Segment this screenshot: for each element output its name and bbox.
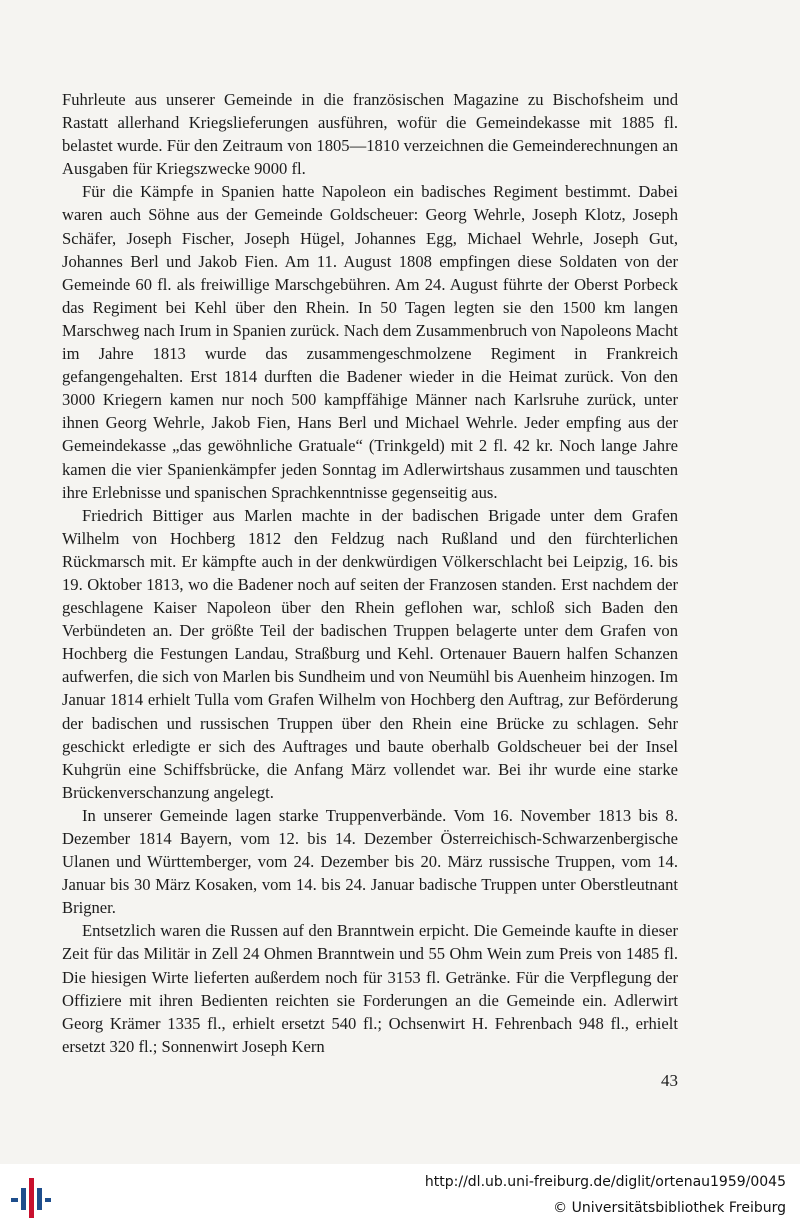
copyright-text: © Universitätsbibliothek Freiburg xyxy=(553,1200,786,1216)
paragraph-3: Friedrich Bittiger aus Marlen machte in der badischen Brigade unter dem Grafen Wilhelm von Hochberg 1812 den Feldzug nach Rußland und den fürchterlichen Rückmarsch mit. Er kämpfte auch in der denkwürdigen Völkerschlacht bei Leipzig, 16. bis 19. Oktober 1813, wo die Badener noch auf seiten der Franzosen standen. Erst nachdem der geschlagene Kaiser Napoleon über den Rhein geflohen war, schloß sich Baden den Verbündeten an. Der größte Teil der badischen Truppen belagerte unter dem Grafen von Hochberg die Festungen Landau, Straßburg und Kehl. Ortenauer Bauern halfen Schanzen aufwerfen, die sich von Marlen bis Sundheim und von Neumühl bis Auenheim hinzogen. Im Januar 1814 erhielt Tulla vom Grafen Wilhelm von Hochberg den Auftrag, zur Beförderung der badischen und russischen Truppen über den Rhein eine Brücke zu schlagen. Sehr geschickt erledigte er sich des Auftrages und baute oberhalb Goldscheuer bei der Insel Kuhgrün eine Schiffsbrücke, die Anfang März vollendet war. Bei ihr wurde eine starke Brückenverschanzung angelegt. xyxy=(62,505,678,802)
paragraph-1: Fuhrleute aus unserer Gemeinde in die französischen Magazine zu Bischofsheim und Rastatt allerhand Kriegslieferungen ausführen, wofür die Gemeindekasse mit 1885 fl. belastet wurde. Für den Zeitraum von 1805—1810 verzeichnen die Gemeinderechnungen an Ausgaben für Kriegszwecke 9000 fl. xyxy=(62,90,678,179)
paragraph-4: In unserer Gemeinde lagen starke Truppenverbände. Vom 16. November 1813 bis 8. Dezember 1814 Bayern, vom 12. bis 14. Dezember Österreichisch-Schwarzenbergische Ulanen und Württemberger, vom 24. Dezember bis 20. März russische Truppen, vom 14. Januar bis 30 März Kosaken, vom 14. bis 24. Januar badische Truppen unter Oberstleutnant Brigner. xyxy=(62,805,678,918)
page-number: 43 xyxy=(661,1071,678,1090)
library-logo-icon xyxy=(10,1176,52,1220)
paragraph-5: Entsetzlich waren die Russen auf den Branntwein erpicht. Die Gemeinde kaufte in dieser Zeit für das Militär in Zell 24 Ohmen Branntwein und 55 Ohm Wein zum Preis von 1485 fl. Die hiesigen Wirte lieferten außerdem noch für 3153 fl. Getränke. Für die Verpflegung der Offiziere mit ihren Bedienten reichten sie Forderungen an die Gemeinde ein. Adlerwirt Georg Krämer 1335 fl., erhielt ersetzt 540 fl.; Ochsenwirt H. Fehrenbach 948 fl., erhielt ersetzt 320 fl.; Sonnenwirt Joseph Kern xyxy=(62,921,678,1056)
body-text xyxy=(62,88,678,1058)
paragraph-2: Für die Kämpfe in Spanien hatte Napoleon ein badisches Regiment bestimmt. Dabei waren auch Söhne aus der Gemeinde Goldscheuer: Georg Wehrle, Joseph Klotz, Joseph Schäfer, Joseph Fischer, Joseph Hügel, Johannes Egg, Michael Wehrle, Joseph Gut, Johannes Berl und Jakob Fien. Am 11. August 1808 empfingen diese Soldaten von der Gemeinde 60 fl. als freiwillige Marschgebühren. Am 24. August führte der Oberst Porbeck das Regiment bei Kehl über den Rhein. In 50 Tagen legten sie den 1500 km langen Marschweg nach Irum in Spanien zurück. Nach dem Zusammenbruch von Napoleons Macht im Jahre 1813 wurde das zusammengeschmolzene Regiment in Frankreich gefangengehalten. Erst 1814 durften die Badener wieder in die Heimat zurück. Von den 3000 Kriegern kamen nur noch 500 kampffähige Männer nach Karlsruhe zurück, unter ihnen Georg Wehrle, Jakob Fien, Hans Berl und Michael Wehrle. Jeder empfing aus der Gemeindekasse „das gewöhnliche Gratuale“ (Trinkgeld) mit 2 fl. 42 kr. Noch lange Jahre kamen die vier Spanienkämpfer jeden Sonntag im Adlerwirtshaus zusammen und tauschten ihre Erlebnisse und spanischen Sprachkenntnisse gegenseitig aus. xyxy=(62,182,678,502)
source-url-link[interactable]: http://dl.ub.uni-freiburg.de/diglit/ortenau1959/0045 xyxy=(424,1174,786,1190)
